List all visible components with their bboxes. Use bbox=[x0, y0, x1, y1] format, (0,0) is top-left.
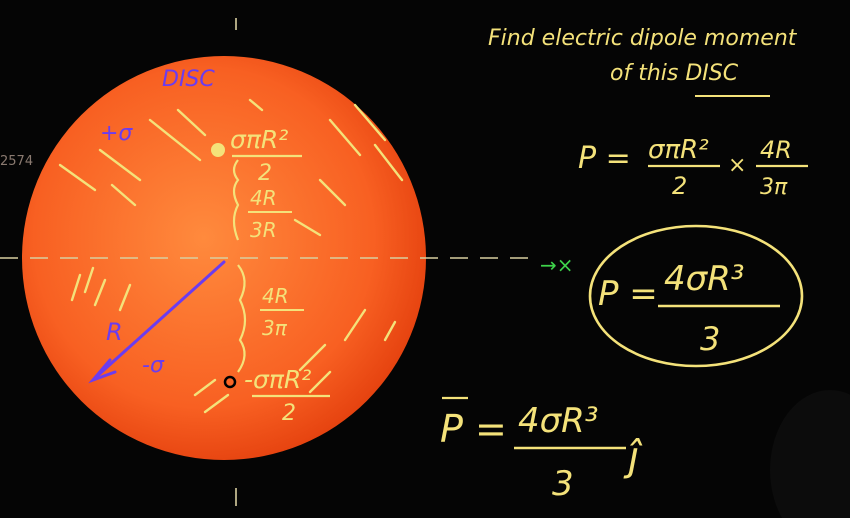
eq1-numerator-1: σπR² bbox=[648, 135, 709, 165]
watermark-text: 2574 bbox=[0, 154, 34, 169]
eq3-lhs: P = bbox=[440, 407, 507, 451]
eq2-lhs: P = bbox=[598, 274, 658, 314]
plus-sigma-label: +σ bbox=[100, 121, 133, 146]
disc-label: DISC bbox=[162, 67, 215, 92]
radius-label: R bbox=[106, 318, 123, 346]
eq1-denominator-1: 2 bbox=[672, 172, 688, 200]
title-line-1: Find electric dipole moment bbox=[488, 26, 797, 51]
lower-charge-denominator: 2 bbox=[282, 401, 296, 426]
presenter-silhouette bbox=[770, 390, 850, 518]
lower-distance-numerator: 4R bbox=[262, 284, 289, 308]
lower-charge-numerator: -σπR² bbox=[244, 365, 312, 394]
upper-distance-numerator: 4R bbox=[250, 186, 277, 210]
upper-charge-denominator: 2 bbox=[258, 161, 272, 186]
eq1-denominator-2: 3π bbox=[760, 175, 788, 200]
minus-sigma-label: -σ bbox=[142, 353, 164, 378]
green-arrow-mark: →× bbox=[540, 253, 574, 277]
eq1-times: × bbox=[728, 153, 747, 178]
lower-distance-denominator: 3π bbox=[262, 316, 287, 340]
upper-charge-dot bbox=[211, 143, 225, 157]
eq1-lhs: P = bbox=[578, 141, 631, 176]
title-line-2: of this DISC bbox=[610, 61, 739, 86]
eq3-denominator: 3 bbox=[552, 464, 574, 504]
eq2-denominator: 3 bbox=[700, 320, 721, 358]
upper-distance-denominator: 3R bbox=[250, 218, 277, 242]
eq3-numerator: 4σR³ bbox=[518, 401, 599, 441]
upper-charge-numerator: σπR² bbox=[230, 125, 289, 154]
eq3-unit-vector: ĵ bbox=[628, 434, 640, 480]
eq1-numerator-2: 4R bbox=[760, 136, 792, 164]
eq2-numerator: 4σR³ bbox=[664, 259, 745, 299]
